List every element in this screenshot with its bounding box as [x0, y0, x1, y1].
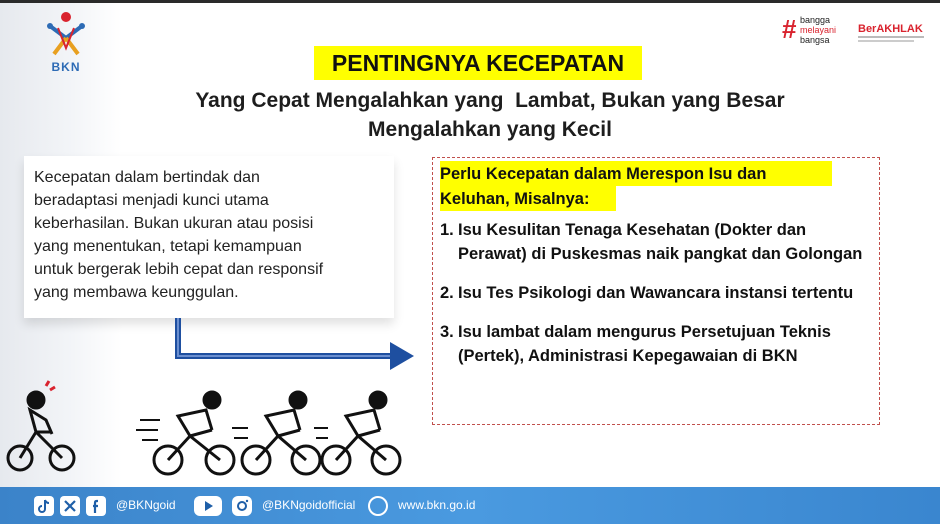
connector-arrow-icon: [170, 318, 420, 374]
list-number: 3.: [440, 323, 454, 341]
paragraph-line: Kecepatan dalam bertindak dan: [34, 169, 260, 186]
paragraph-line: yang menentukan, tetapi kemampuan: [34, 238, 302, 255]
issues-heading: [440, 162, 860, 212]
bkn-logo: [36, 8, 96, 80]
list-text: Isu Tes Psikologi dan Wawancara instansi tertentu: [458, 284, 854, 302]
berakhlak-logo: BerAKHLAK: [858, 23, 923, 35]
window-top-border: [0, 0, 940, 3]
hashtag-icon: #: [782, 14, 797, 44]
paragraph-line: beradaptasi menjadi kunci utama: [34, 192, 269, 209]
youtube-icon[interactable]: [194, 496, 222, 516]
list-number: 1.: [440, 221, 454, 239]
paragraph-line: keberhasilan. Bukan ukuran atau posisi: [34, 215, 314, 232]
tagline-1: bangga: [800, 15, 831, 25]
fast-cyclist-icon: [232, 392, 320, 474]
x-icon[interactable]: [60, 496, 80, 516]
left-paragraph: [34, 166, 374, 304]
logo-text: BKN: [51, 60, 81, 74]
footer-handle[interactable]: @BKNgoid: [116, 498, 176, 512]
subtitle-line-2: Mengalahkan yang Kecil: [368, 118, 612, 141]
paragraph-line: untuk bergerak lebih cepat dan responsif: [34, 261, 324, 278]
page-subtitle: [150, 86, 830, 144]
slow-cyclist-icon: [8, 381, 74, 470]
issues-list: [440, 218, 874, 383]
tagline-2: melayani: [800, 25, 837, 35]
issues-heading-line-1: Perlu Kecepatan dalam Merespon Isu dan: [440, 165, 767, 183]
tagline-3: bangsa: [800, 35, 830, 45]
instagram-icon[interactable]: [232, 496, 252, 516]
issues-heading-line-2: Keluhan, Misalnya:: [440, 190, 590, 208]
paragraph-line: yang membawa keunggulan.: [34, 284, 239, 301]
list-item: [440, 281, 874, 305]
brand-logos: [780, 10, 930, 50]
list-item: [440, 320, 874, 368]
globe-icon: [368, 496, 388, 516]
list-text: Isu lambat dalam mengurus Persetujuan Teknis (Pertek), Administrasi Kepegawaian di BKN: [458, 323, 831, 365]
page-title: PENTINGNYA KECEPATAN: [331, 50, 625, 76]
footer-handle-official[interactable]: @BKNgoidofficial: [262, 498, 356, 512]
list-item: [440, 218, 874, 266]
footer-website[interactable]: www.bkn.go.id: [398, 498, 476, 512]
facebook-icon[interactable]: [86, 496, 106, 516]
subtitle-line-1: Yang Cepat Mengalahkan yang Lambat, Bukan yang Besar: [195, 89, 785, 112]
fast-cyclist-icon: [314, 392, 400, 474]
fast-cyclist-icon: [136, 392, 234, 474]
cyclists-illustration: [0, 380, 430, 480]
list-number: 2.: [440, 284, 454, 302]
list-text: Isu Kesulitan Tenaga Kesehatan (Dokter dan Perawat) di Puskesmas naik pangkat dan Golongan: [458, 221, 863, 263]
bkn-emblem-icon: [36, 8, 96, 60]
tiktok-icon[interactable]: [34, 496, 54, 516]
